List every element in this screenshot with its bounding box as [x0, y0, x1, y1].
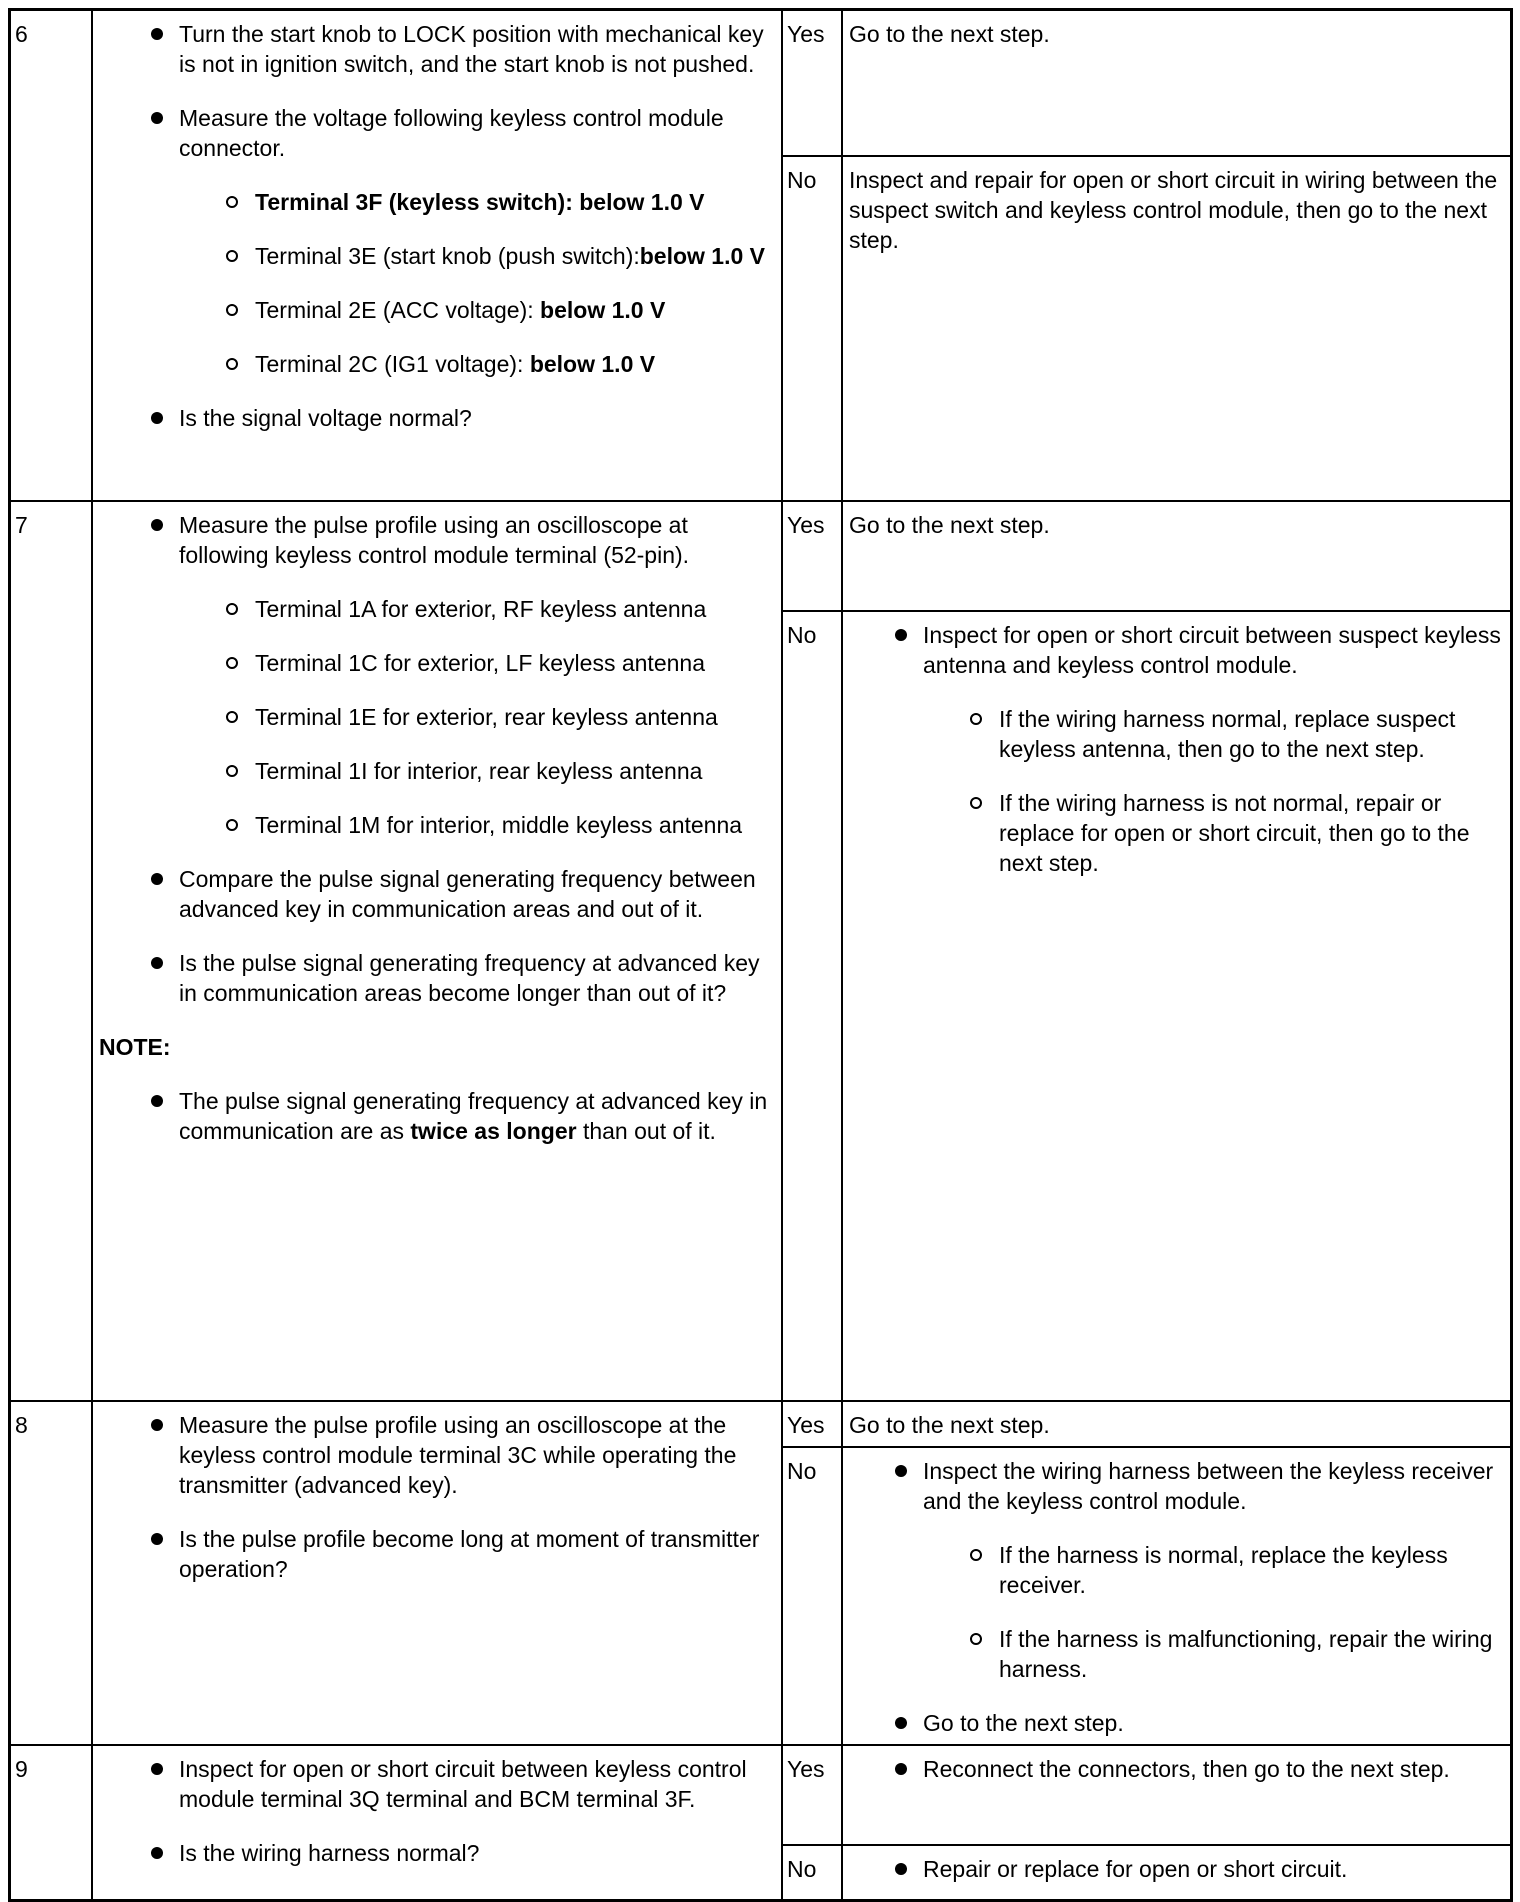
- bullet-item: Is the pulse signal generating frequency at advanced key in communication areas become longer than out of it?: [99, 948, 775, 1008]
- bullet-item: Inspect for open or short circuit between suspect keyless antenna and keyless control module.: [849, 620, 1504, 680]
- sub-bullet-item: Terminal 1E for exterior, rear keyless antenna: [99, 702, 775, 732]
- bullet-item: Reconnect the connectors, then go to the next step.: [849, 1754, 1504, 1784]
- bullet-item: Repair or replace for open or short circuit.: [849, 1854, 1504, 1884]
- sub-bullet-item: If the wiring harness is not normal, repair or replace for open or short circuit, then go to the next step.: [849, 788, 1504, 878]
- note-heading: NOTE:: [99, 1033, 171, 1060]
- sub-bullet-item: Terminal 2E (ACC voltage): below 1.0 V: [99, 295, 775, 325]
- troubleshooting-table: [8, 8, 1513, 1902]
- troubleshooting-table-wrapper: [8, 8, 1513, 1902]
- step-number: 6: [10, 10, 93, 501]
- sub-bullet-item: Terminal 2C (IG1 voltage): below 1.0 V: [99, 349, 775, 379]
- step-8-inspection: [92, 1401, 782, 1745]
- step-6-yes-row: [10, 10, 1512, 156]
- step-number: 7: [10, 501, 93, 1401]
- step-7-inspection: [92, 501, 782, 1401]
- sub-bullet-item: If the wiring harness normal, replace suspect keyless antenna, then go to the next step.: [849, 704, 1504, 764]
- step-6-inspection: [92, 10, 782, 501]
- sub-bullet-item: Terminal 1A for exterior, RF keyless antenna: [99, 594, 775, 624]
- bullet-item: Measure the pulse profile using an oscilloscope at the keyless control module terminal 3C while operating the transmitter (advanced key).: [99, 1410, 775, 1500]
- bullet-item: Measure the pulse profile using an oscilloscope at following keyless control module terminal (52-pin).: [99, 510, 775, 570]
- bullet-item: Inspect for open or short circuit between keyless control module terminal 3Q terminal and BCM terminal 3F.: [99, 1754, 775, 1814]
- bullet-item: Is the signal voltage normal?: [99, 403, 775, 433]
- step-9-yes-row: [10, 1745, 1512, 1845]
- step-number: 8: [10, 1401, 93, 1745]
- no-action: [842, 611, 1512, 1401]
- sub-bullet-item: Terminal 1C for exterior, LF keyless antenna: [99, 648, 775, 678]
- no-label: No: [782, 611, 842, 1401]
- sub-bullet-item: Terminal 1I for interior, rear keyless antenna: [99, 756, 775, 786]
- bullet-item: Compare the pulse signal generating frequency between advanced key in communication areas and out of it.: [99, 864, 775, 924]
- sub-bullet-item: Terminal 1M for interior, middle keyless antenna: [99, 810, 775, 840]
- bullet-item: Turn the start knob to LOCK position with mechanical key is not in ignition switch, and the start knob is not pushed.: [99, 19, 775, 79]
- no-label: No: [782, 1845, 842, 1901]
- sub-bullet-item: Terminal 3E (start knob (push switch):below 1.0 V: [99, 241, 775, 271]
- bullet-item: Inspect the wiring harness between the keyless receiver and the keyless control module.: [849, 1456, 1504, 1516]
- bullet-item: Is the pulse profile become long at moment of transmitter operation?: [99, 1524, 775, 1584]
- step-number: 9: [10, 1745, 93, 1901]
- yes-label: Yes: [782, 10, 842, 156]
- yes-label: Yes: [782, 1401, 842, 1447]
- bullet-item: Measure the voltage following keyless control module connector.: [99, 103, 775, 163]
- no-label: No: [782, 1447, 842, 1745]
- yes-label: Yes: [782, 1745, 842, 1845]
- bullet-item: Is the wiring harness normal?: [99, 1838, 775, 1868]
- yes-action: Go to the next step.: [842, 501, 1512, 611]
- step-8-yes-row: [10, 1401, 1512, 1447]
- yes-label: Yes: [782, 501, 842, 611]
- no-action: [842, 1447, 1512, 1745]
- note-bullet-item: The pulse signal generating frequency at advanced key in communication are as twice as longer than out of it.: [99, 1086, 775, 1146]
- sub-bullet-item: Terminal 3F (keyless switch): below 1.0 V: [99, 187, 775, 217]
- step-9-inspection: [92, 1745, 782, 1901]
- sub-bullet-item: If the harness is normal, replace the keyless receiver.: [849, 1540, 1504, 1600]
- yes-action: Go to the next step.: [842, 1401, 1512, 1447]
- sub-bullet-item: If the harness is malfunctioning, repair the wiring harness.: [849, 1624, 1504, 1684]
- no-action: Inspect and repair for open or short circuit in wiring between the suspect switch and keyless control module, then go to the next step.: [842, 156, 1512, 501]
- yes-action: [842, 1745, 1512, 1845]
- no-label: No: [782, 156, 842, 501]
- bullet-item: Go to the next step.: [849, 1708, 1504, 1738]
- step-7-yes-row: [10, 501, 1512, 611]
- no-action: [842, 1845, 1512, 1901]
- yes-action: Go to the next step.: [842, 10, 1512, 156]
